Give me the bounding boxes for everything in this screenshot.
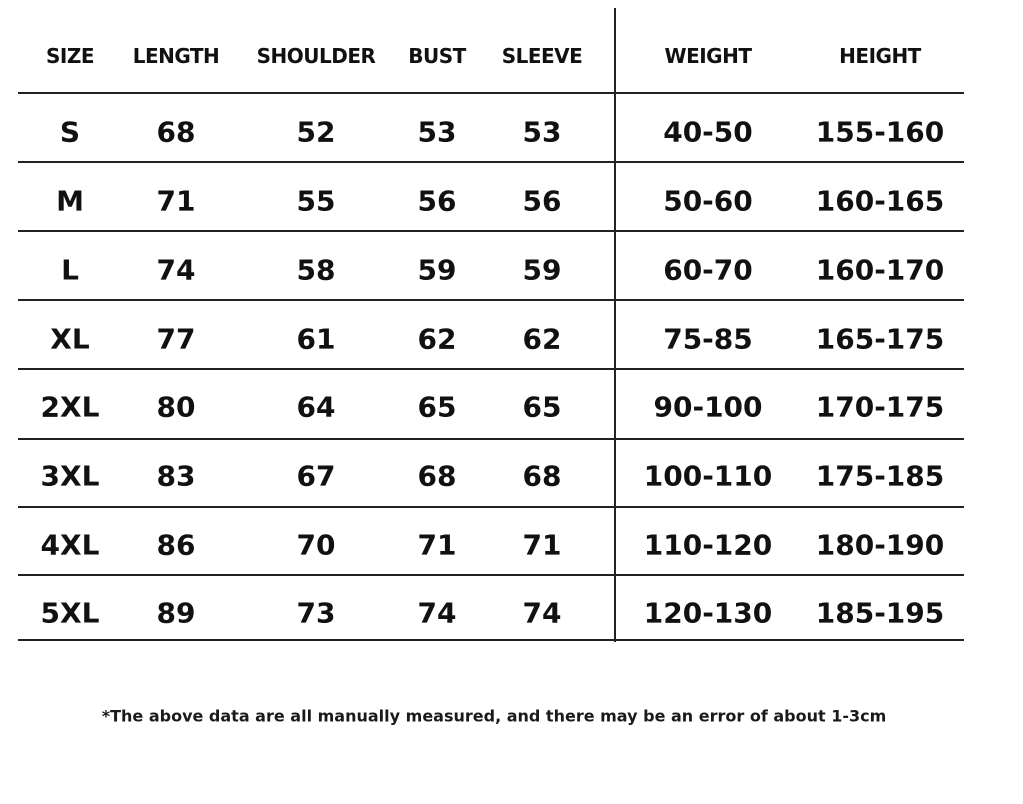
cell-height: 170-175	[815, 390, 945, 424]
cell-shoulder: 58	[296, 253, 336, 287]
row-divider	[18, 161, 964, 163]
row-divider	[18, 574, 964, 576]
cell-length: 77	[156, 322, 196, 356]
cell-bust: 68	[417, 459, 457, 493]
header-height: HEIGHT	[839, 44, 921, 68]
cell-shoulder: 73	[296, 596, 336, 630]
cell-bust: 59	[417, 253, 457, 287]
cell-height: 185-195	[815, 596, 945, 630]
cell-shoulder: 61	[296, 322, 336, 356]
cell-height: 160-165	[815, 184, 945, 218]
row-divider	[18, 506, 964, 508]
cell-size: XL	[50, 322, 90, 356]
header-size: SIZE	[45, 44, 95, 68]
cell-length: 86	[156, 528, 196, 562]
cell-size: M	[56, 184, 84, 218]
cell-height: 165-175	[815, 322, 945, 356]
header-sleeve: SLEEVE	[501, 44, 583, 68]
cell-length: 80	[156, 390, 196, 424]
cell-sleeve: 68	[522, 459, 562, 493]
cell-size: 4XL	[40, 528, 100, 562]
cell-sleeve: 59	[522, 253, 562, 287]
cell-bust: 71	[417, 528, 457, 562]
cell-sleeve: 74	[522, 596, 562, 630]
measurement-note: *The above data are all manually measured, and there may be an error of about 1-3cm	[101, 706, 887, 726]
cell-shoulder: 55	[296, 184, 336, 218]
cell-bust: 65	[417, 390, 457, 424]
cell-length: 74	[156, 253, 196, 287]
row-divider	[18, 639, 964, 641]
row-divider	[18, 368, 964, 370]
cell-weight: 100-110	[643, 459, 773, 493]
cell-height: 160-170	[815, 253, 945, 287]
cell-weight: 50-60	[663, 184, 753, 218]
cell-shoulder: 64	[296, 390, 336, 424]
cell-size: 3XL	[40, 459, 100, 493]
header-length: LENGTH	[132, 44, 220, 68]
cell-length: 68	[156, 115, 196, 149]
header-bust: BUST	[408, 44, 466, 68]
cell-weight: 60-70	[663, 253, 753, 287]
cell-bust: 56	[417, 184, 457, 218]
cell-length: 71	[156, 184, 196, 218]
cell-shoulder: 52	[296, 115, 336, 149]
cell-length: 83	[156, 459, 196, 493]
cell-shoulder: 67	[296, 459, 336, 493]
cell-size: 2XL	[40, 390, 100, 424]
cell-shoulder: 70	[296, 528, 336, 562]
cell-weight: 110-120	[643, 528, 773, 562]
cell-size: L	[61, 253, 79, 287]
cell-height: 155-160	[815, 115, 945, 149]
cell-bust: 53	[417, 115, 457, 149]
row-divider	[18, 299, 964, 301]
column-divider	[614, 8, 616, 642]
cell-height: 175-185	[815, 459, 945, 493]
cell-length: 89	[156, 596, 196, 630]
cell-size: 5XL	[40, 596, 100, 630]
row-divider	[18, 230, 964, 232]
header-shoulder: SHOULDER	[256, 44, 376, 68]
cell-bust: 74	[417, 596, 457, 630]
cell-size: S	[59, 115, 81, 149]
cell-sleeve: 62	[522, 322, 562, 356]
cell-sleeve: 56	[522, 184, 562, 218]
cell-sleeve: 53	[522, 115, 562, 149]
cell-bust: 62	[417, 322, 457, 356]
cell-height: 180-190	[815, 528, 945, 562]
cell-weight: 40-50	[663, 115, 753, 149]
cell-weight: 90-100	[653, 390, 763, 424]
header-weight: WEIGHT	[664, 44, 752, 68]
row-divider	[18, 438, 964, 440]
cell-weight: 75-85	[663, 322, 753, 356]
cell-weight: 120-130	[643, 596, 773, 630]
cell-sleeve: 65	[522, 390, 562, 424]
cell-sleeve: 71	[522, 528, 562, 562]
row-divider	[18, 92, 964, 94]
